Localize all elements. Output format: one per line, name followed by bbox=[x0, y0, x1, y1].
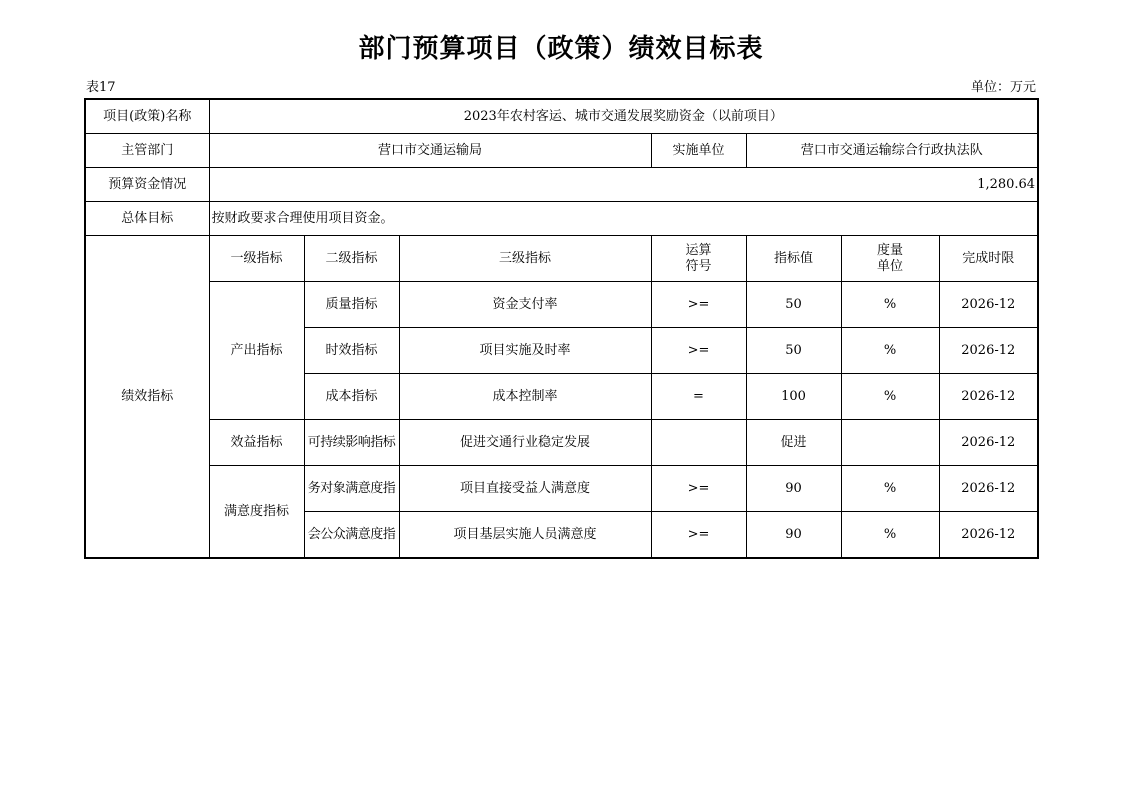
dept-label: 主管部门 bbox=[85, 134, 209, 168]
project-name-value: 2023年农村客运、城市交通发展奖励资金（以前项目） bbox=[209, 99, 1038, 134]
value-cell: 90 bbox=[746, 466, 841, 512]
performance-table bbox=[84, 98, 1039, 559]
unit-cell: % bbox=[841, 282, 939, 328]
group-output: 产出指标 bbox=[209, 282, 304, 420]
level3-cell: 项目基层实施人员满意度 bbox=[399, 512, 651, 559]
budget-value: 1,280.64 bbox=[209, 168, 1038, 202]
header-level1: 一级指标 bbox=[209, 236, 304, 282]
operator-cell: = bbox=[651, 374, 746, 420]
header-level2: 二级指标 bbox=[304, 236, 399, 282]
level2-cell: 质量指标 bbox=[304, 282, 399, 328]
value-cell: 促进 bbox=[746, 420, 841, 466]
unit-cell bbox=[841, 420, 939, 466]
level3-cell: 项目实施及时率 bbox=[399, 328, 651, 374]
level2-cell: 可持续影响指标 bbox=[304, 420, 399, 466]
unit-label: 单位：万元 bbox=[970, 80, 1036, 95]
page-title: 部门预算项目（政策）绩效目标表 bbox=[358, 34, 764, 64]
department-row bbox=[85, 134, 1038, 168]
goal-row bbox=[85, 202, 1038, 236]
value-cell: 90 bbox=[746, 512, 841, 559]
unit-cell: % bbox=[841, 466, 939, 512]
level3-cell: 成本控制率 bbox=[399, 374, 651, 420]
impl-unit-label: 实施单位 bbox=[651, 134, 746, 168]
dept-value: 营口市交通运输局 bbox=[209, 134, 651, 168]
table-row bbox=[85, 420, 1038, 466]
goal-text: 按财政要求合理使用项目资金。 bbox=[209, 202, 1038, 236]
level3-cell: 资金支付率 bbox=[399, 282, 651, 328]
group-benefit: 效益指标 bbox=[209, 420, 304, 466]
level2-cell: 时效指标 bbox=[304, 328, 399, 374]
project-name-row bbox=[85, 99, 1038, 134]
goal-label: 总体目标 bbox=[85, 202, 209, 236]
header-unit bbox=[841, 236, 939, 282]
table-number: 表17 bbox=[86, 80, 116, 95]
level2-cell: 务对象满意度指 bbox=[304, 466, 399, 512]
header-unit-line1: 度量 bbox=[876, 242, 903, 258]
budget-label: 预算资金情况 bbox=[85, 168, 209, 202]
header-unit-line2: 单位 bbox=[876, 258, 903, 274]
header-value: 指标值 bbox=[746, 236, 841, 282]
unit-cell: % bbox=[841, 374, 939, 420]
budget-row bbox=[85, 168, 1038, 202]
operator-cell: >= bbox=[651, 282, 746, 328]
header-deadline: 完成时限 bbox=[939, 236, 1038, 282]
header-operator bbox=[651, 236, 746, 282]
value-cell: 100 bbox=[746, 374, 841, 420]
impl-unit-value: 营口市交通运输综合行政执法队 bbox=[746, 134, 1038, 168]
deadline-cell: 2026-12 bbox=[939, 328, 1038, 374]
indicator-header-row bbox=[85, 236, 1038, 282]
group-satisfaction: 满意度指标 bbox=[209, 466, 304, 559]
level3-cell: 促进交通行业稳定发展 bbox=[399, 420, 651, 466]
level3-cell: 项目直接受益人满意度 bbox=[399, 466, 651, 512]
deadline-cell: 2026-12 bbox=[939, 466, 1038, 512]
unit-cell: % bbox=[841, 328, 939, 374]
level2-cell: 会公众满意度指 bbox=[304, 512, 399, 559]
header-level3: 三级指标 bbox=[399, 236, 651, 282]
deadline-cell: 2026-12 bbox=[939, 374, 1038, 420]
operator-cell: >= bbox=[651, 466, 746, 512]
operator-cell: >= bbox=[651, 512, 746, 559]
level2-cell: 成本指标 bbox=[304, 374, 399, 420]
header-operator-line1: 运算 bbox=[685, 242, 712, 258]
value-cell: 50 bbox=[746, 328, 841, 374]
deadline-cell: 2026-12 bbox=[939, 420, 1038, 466]
operator-cell bbox=[651, 420, 746, 466]
header-operator-line2: 符号 bbox=[685, 258, 712, 274]
table-row bbox=[85, 466, 1038, 512]
table-row bbox=[85, 282, 1038, 328]
unit-cell: % bbox=[841, 512, 939, 559]
value-cell: 50 bbox=[746, 282, 841, 328]
operator-cell: >= bbox=[651, 328, 746, 374]
project-name-label: 项目(政策)名称 bbox=[85, 99, 209, 134]
deadline-cell: 2026-12 bbox=[939, 512, 1038, 559]
perf-indicator-label: 绩效指标 bbox=[85, 236, 209, 559]
deadline-cell: 2026-12 bbox=[939, 282, 1038, 328]
